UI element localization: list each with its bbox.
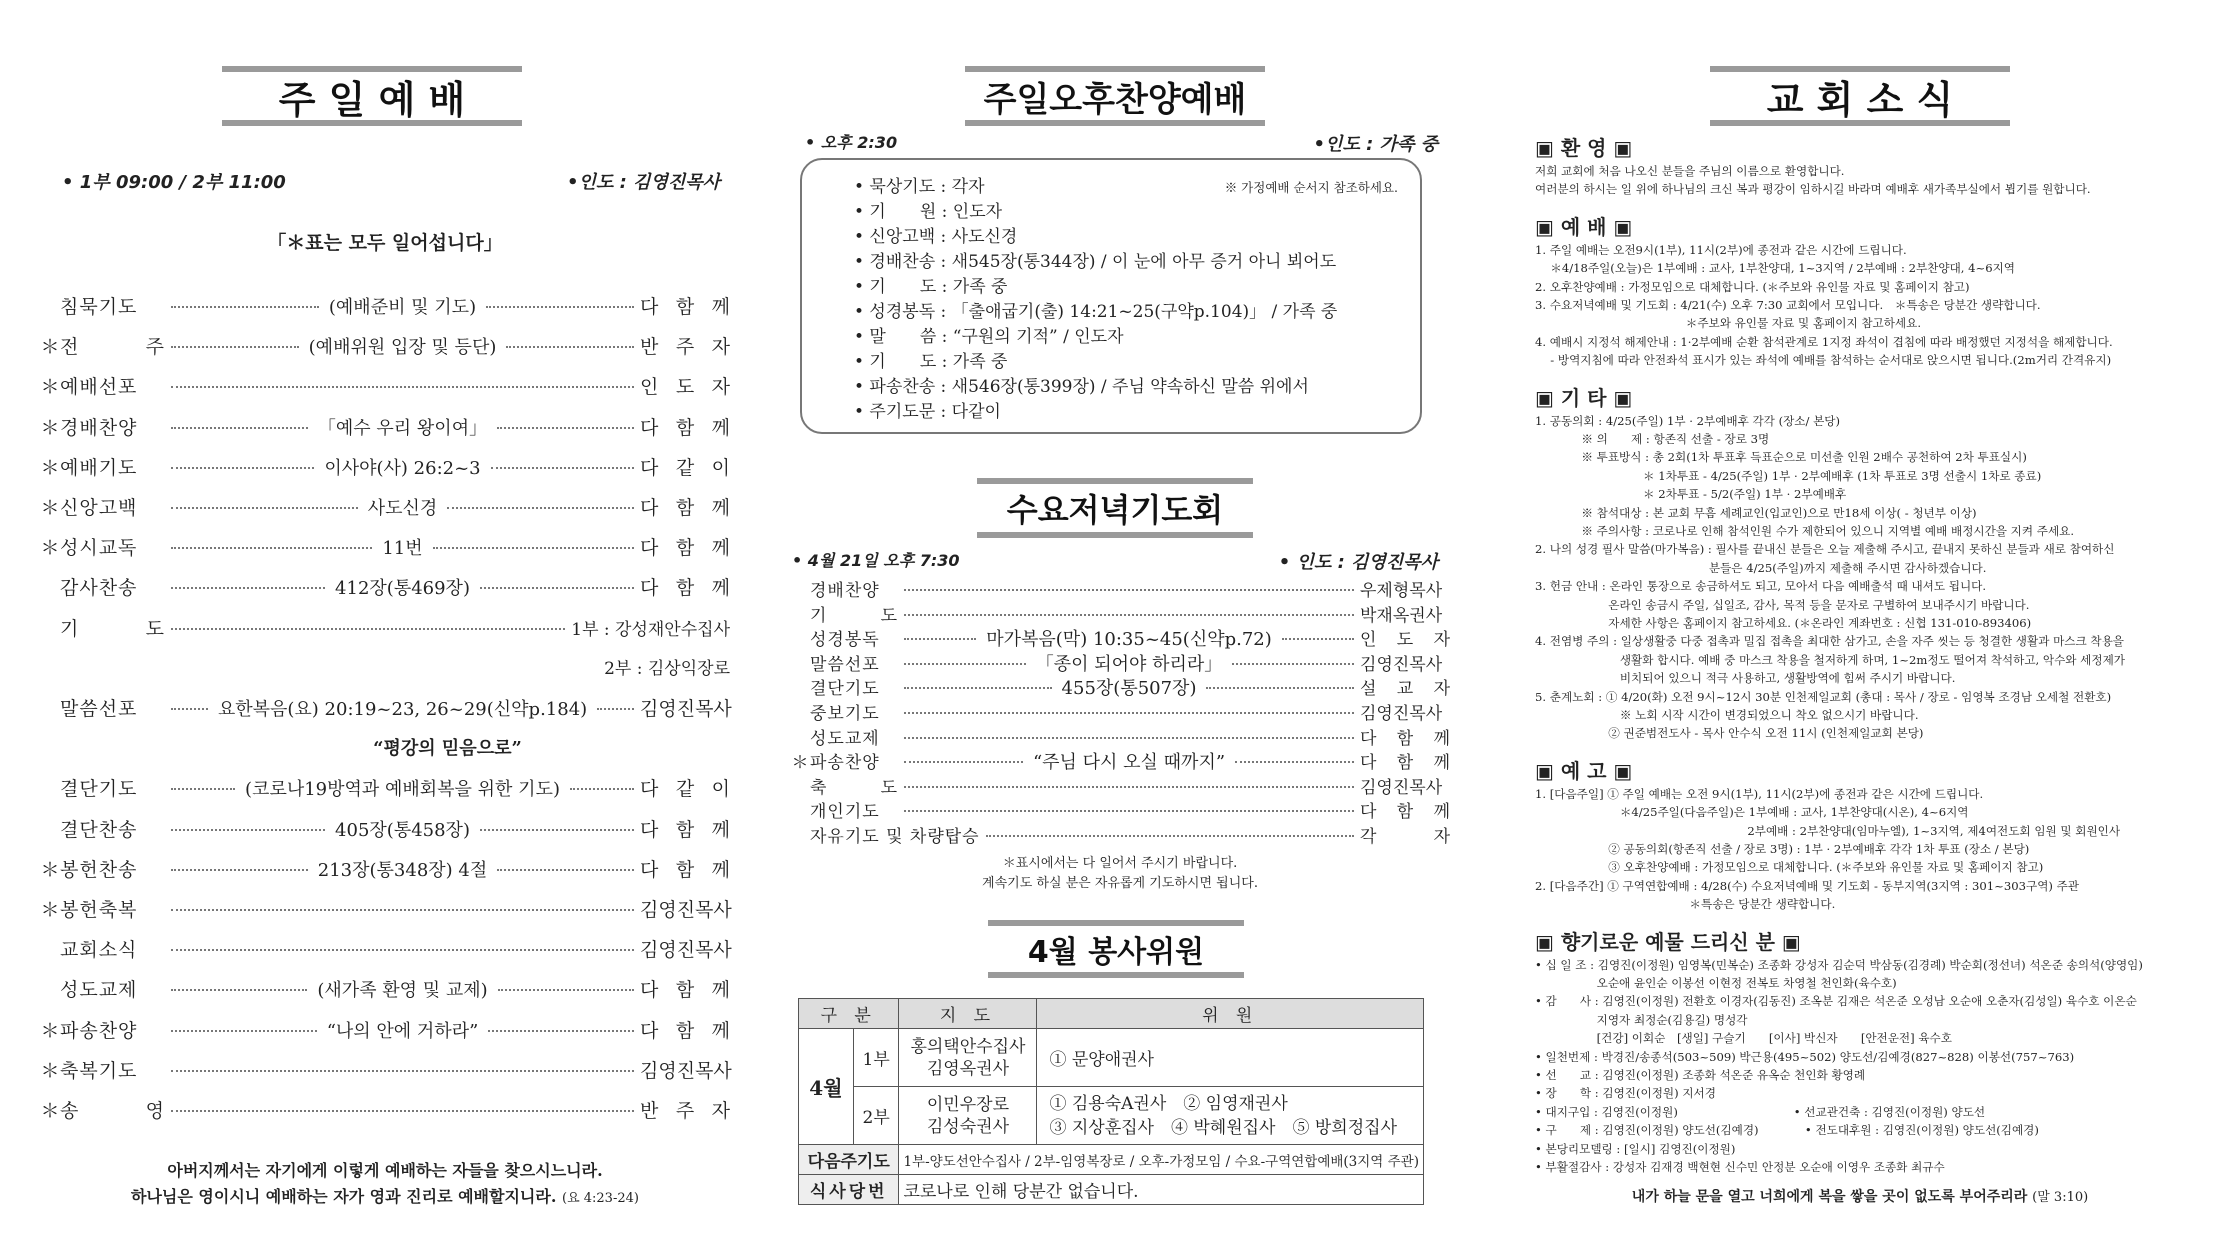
order-row xyxy=(40,774,730,804)
order-leader: 다 함 께 xyxy=(640,858,731,881)
verse-ref: (요 4:23-24) xyxy=(562,1191,639,1206)
stand-marker: ＊ xyxy=(40,858,60,881)
order-label: 송 영 xyxy=(60,1100,165,1122)
news-line: 1. [다음주일] ① 주일 예배는 오전 9시(1부), 11시(2부)에 종전과 같은 시간에 드립니다. xyxy=(1535,786,1984,801)
order-label: 예배기도 xyxy=(60,456,138,479)
leader-dots xyxy=(497,427,634,429)
member-line: ① 김용숙A권사 ② 임영재권사 xyxy=(1049,1093,1288,1114)
leader-dots xyxy=(1235,761,1354,763)
news-line: • 일천번제 : 박경진/송종석(503~509) 박근용(495~502) 양도선/김예경(827~828) 이봉선(757~763) xyxy=(1535,1049,2075,1064)
order-label: 말씀선포 xyxy=(60,698,138,720)
order-label: 성시교독 xyxy=(60,537,138,560)
wednesday-note-1: ＊표시에서는 다 일어서 주시기 바랍니다. xyxy=(1002,856,1238,871)
wednesday-time: • 4월 21일 오후 7:30 xyxy=(792,551,960,570)
footer-ref: (말 3:10) xyxy=(2032,1190,2089,1205)
leader-dots xyxy=(171,386,634,388)
order-leader: 다 함 께 xyxy=(640,577,731,600)
part1-members: ① 문양애권사 xyxy=(1037,1029,1424,1087)
stand-marker: ＊ xyxy=(40,456,60,479)
order-leader: 다 함 께 xyxy=(640,497,730,519)
stand-marker: ＊ xyxy=(40,537,60,560)
order-row xyxy=(790,822,1450,846)
news-line: 오순애 윤인순 이봉선 이현정 전복토 차영철 천인화(육수호) xyxy=(1535,976,1897,990)
order-row xyxy=(790,699,1450,723)
leader-dots xyxy=(171,427,308,429)
afternoon-order-item: • 기 원 : 인도자 xyxy=(854,202,1003,222)
afternoon-order-item: • 기 도 : 가족 중 xyxy=(854,352,1008,372)
next-prayer-value: 1부-양도선안수집사 / 2부-임영복장로 / 오후-가정모임 / 수요-구역연합예배(3지역 주관) xyxy=(899,1145,1424,1175)
order-label: 예배선포 xyxy=(60,376,138,399)
order-row xyxy=(40,654,730,684)
order-leader: 각 자 xyxy=(1360,827,1450,847)
leader-dots xyxy=(171,1110,634,1112)
news-line: 온라인 송금시 주일, 십일조, 감사, 목적 등을 문자로 구별하여 보내주시기 바랍니다. xyxy=(1535,597,2030,612)
order-label: 기 도 xyxy=(810,605,898,626)
meal-duty-label: 식사당번 xyxy=(799,1175,899,1205)
news-line: • 선 교 : 김영진(이정원) 조종화 석온준 유옥순 천인화 황영례 xyxy=(1535,1068,1866,1082)
news-section-heading: ▣ 환 영 ▣ xyxy=(1535,136,1633,160)
afternoon-order-item: • 파송찬송 : 새546장(통399장) / 주님 약속하신 말씀 위에서 xyxy=(854,377,1309,397)
leader-dots xyxy=(488,1030,634,1032)
leader-dots xyxy=(171,869,308,871)
order-row xyxy=(40,935,730,965)
afternoon-order-item: • 경배찬송 : 새545장(통344장) / 이 눈에 아무 증거 아니 뵈어도 xyxy=(854,252,1337,272)
leader-dots xyxy=(171,628,565,630)
news-line: • 대지구입 : 김영진(이정원) • 선교관건축 : 김영진(이정원) 양도선 xyxy=(1535,1104,1986,1119)
order-row xyxy=(40,614,730,644)
order-leader: 반 주 자 xyxy=(640,336,731,359)
leader-dots xyxy=(171,1030,317,1032)
church-news-title: 교 회 소 식 xyxy=(1710,66,2010,126)
news-line: 1. 주일 예배는 오전9시(1부), 11시(2부)에 종전과 같은 시간에 드립니다. xyxy=(1535,242,1907,257)
order-row xyxy=(40,372,730,402)
leader-dots xyxy=(171,467,314,469)
guide-name: 김영옥권사 xyxy=(926,1058,1009,1079)
order-row xyxy=(790,576,1450,600)
leader-dots xyxy=(570,788,634,790)
news-line: - 방역지침에 따라 안전좌석 표시가 있는 좌석에 예배를 참석하는 순서대로 앉으시면 됩니다.(2m거리 간격유지) xyxy=(1535,353,2112,368)
part2-members xyxy=(1037,1087,1424,1145)
order-detail: (예배준비 및 기도) xyxy=(328,297,477,318)
order-label: 파송찬양 xyxy=(60,1019,138,1042)
order-detail: 「예수 우리 왕이여」 xyxy=(317,417,488,439)
order-row xyxy=(40,1056,730,1086)
leader-dots xyxy=(1282,638,1354,640)
order-leader: 다 함 께 xyxy=(1360,753,1450,774)
order-row xyxy=(40,573,730,603)
news-line: ※ 의 제 : 항존직 선출 - 장로 3명 xyxy=(1535,432,1770,446)
news-line: • 본당리모델링 : [일시] 김영진(이정원) xyxy=(1535,1141,1736,1156)
news-line: 4. 전염병 주의 : 일상생활중 다중 접촉과 밀집 접촉을 최대한 삼가고, 손을 자주 씻는 등 청결한 생활과 마스크 착용을 xyxy=(1535,634,2124,649)
order-row xyxy=(40,413,730,443)
leader-dots xyxy=(171,587,325,589)
news-line: ② 권준범전도사 - 목사 안수식 오전 11시 (인천제일교회 본당) xyxy=(1535,726,1924,741)
news-line: ※ 노회 시작 시간이 변경되었으니 착오 없으시기 바랍니다. xyxy=(1535,708,1919,722)
leader-dots xyxy=(171,547,372,549)
order-leader: 박재옥권사 xyxy=(1360,605,1443,626)
order-leader: 인 도 자 xyxy=(640,376,730,399)
order-label: 축복기도 xyxy=(60,1059,138,1082)
order-label: 경배찬양 xyxy=(810,581,880,601)
order-leader: 다 함 께 xyxy=(640,818,731,841)
news-line: [건강] 이회순 [생일] 구슬기 [이사] 박신자 [안전운전] 육수호 xyxy=(1535,1031,1952,1046)
guide-name: 김성숙권사 xyxy=(926,1116,1009,1137)
service-times: • 1부 09:00 / 2부 11:00 xyxy=(62,172,286,193)
sunday-service-column xyxy=(40,0,730,1240)
news-line: ② 공동의회(항존직 선출 / 장로 3명) : 1부 · 2부예배후 각각 1차 투표 (장소 / 본당) xyxy=(1535,842,2030,856)
news-line: 2. 나의 성경 필사 말씀(마가복음) : 필사를 끝내신 분들은 오늘 제출해 주시고, 끝내지 못하신 분들과 새로 참여하신 xyxy=(1535,542,2115,557)
order-leader: 인 도 자 xyxy=(1360,630,1451,651)
order-row xyxy=(40,533,730,563)
news-line: 저희 교회에 처음 나오신 분들을 주님의 이름으로 환영합니다. xyxy=(1535,164,1845,178)
leader-dots xyxy=(498,989,634,991)
col-head-members: 위 원 xyxy=(1037,999,1424,1029)
col-head-division: 구 분 xyxy=(799,999,899,1029)
afternoon-leader: •인도 : 가족 중 xyxy=(1313,134,1438,155)
leader-dots xyxy=(171,507,358,509)
news-line: 5. 춘계노회 : ① 4/20(화) 오전 9시~12시 30분 인천제일교회 (총대 : 목사 / 장로 - 임영복 조경남 오세철 전환호) xyxy=(1535,689,2112,704)
footer-text: 내가 하늘 문을 열고 너희에게 복을 쌓을 곳이 없도록 부어주리라 xyxy=(1631,1189,2028,1205)
order-row xyxy=(790,625,1450,649)
leader-dots xyxy=(480,587,634,589)
order-row xyxy=(40,975,730,1005)
order-row xyxy=(790,724,1450,748)
order-row xyxy=(790,773,1450,797)
stand-marker: ＊ xyxy=(40,899,60,921)
leader-dots xyxy=(497,869,634,871)
news-line: 지영자 최정순(김용길) 명성각 xyxy=(1535,1012,1748,1027)
news-line: ※ 참석대상 : 본 교회 무흠 세례교인(입교인)으로 만18세 이상( - 청년부 이상) xyxy=(1535,505,1977,520)
order-label: 중보기도 xyxy=(810,704,880,724)
order-label: 성도교제 xyxy=(810,728,880,749)
order-detail: 412장(통469장) xyxy=(335,578,470,600)
leader-dots xyxy=(904,663,1026,665)
order-leader: 김영진목사 xyxy=(640,899,732,921)
news-section-heading: ▣ 향기로운 예물 드리신 분 ▣ xyxy=(1535,929,1801,954)
leader-dots xyxy=(486,306,634,308)
order-detail: “주님 다시 오실 때까지” xyxy=(1032,752,1226,774)
leader-dots xyxy=(904,687,1052,689)
afternoon-order-item: • 기 도 : 가족 중 xyxy=(854,277,1008,297)
order-leader: 다 같 이 xyxy=(640,778,730,801)
col-head-guide: 지 도 xyxy=(899,999,1037,1029)
next-prayer-label: 다음주기도 xyxy=(799,1145,899,1175)
order-label: 파송찬양 xyxy=(810,753,880,774)
service-leader: •인도 : 김영진목사 xyxy=(567,172,720,193)
leader-dots xyxy=(986,835,1354,837)
order-detail: 405장(통458장) xyxy=(335,819,470,841)
month-cell: 4월 xyxy=(799,1029,854,1145)
order-label: 전 주 xyxy=(60,336,165,359)
guide-name: 홍의택안수집사 xyxy=(910,1036,1026,1057)
news-line: 2. 오후찬양예배 : 가정모임으로 대체합니다. (＊주보와 유인물 자료 및 홈페이지 참고) xyxy=(1535,279,1970,294)
stand-marker: ＊ xyxy=(40,497,60,519)
news-line: 자세한 사항은 홈페이지 참고하세요. (＊온라인 계좌번호 : 신협 131-010-893406) xyxy=(1535,616,2032,630)
leader-dots xyxy=(171,949,634,951)
leader-dots xyxy=(171,829,325,831)
stand-marker: ＊ xyxy=(40,1059,60,1082)
order-row xyxy=(40,1096,730,1126)
order-row xyxy=(40,734,730,764)
leader-dots xyxy=(904,614,1354,616)
news-line: ＊주보와 유인물 자료 및 홈페이지 참고하세요. xyxy=(1535,316,1922,331)
order-row xyxy=(40,292,730,322)
part2-cell: 2부 xyxy=(853,1087,899,1145)
news-line: ＊4/25주일(다음주일)은 1부예배 : 교사, 1부찬양대(시온), 4~6지역 xyxy=(1535,805,1969,820)
afternoon-order-item: • 주기도문 : 다같이 xyxy=(854,402,1001,422)
leader-dots xyxy=(491,467,634,469)
leader-dots xyxy=(904,638,976,640)
order-row xyxy=(40,855,730,885)
leader-dots xyxy=(171,788,235,790)
stand-marker: ＊ xyxy=(40,336,60,359)
news-line: • 구 제 : 김영진(이정원) 양도선(김예경) • 전도대후원 : 김영진(이정원) 양도선(김예경) xyxy=(1535,1123,2039,1138)
order-detail: 「종이 되어야 하리라」 xyxy=(1035,653,1223,675)
order-row xyxy=(790,674,1450,698)
order-leader: 김영진목사 xyxy=(1360,777,1443,798)
order-label: 기 도 xyxy=(60,617,165,640)
afternoon-order-box xyxy=(800,158,1422,434)
afternoon-order-item: • 묵상기도 : 각자 xyxy=(854,177,985,197)
order-leader: 다 함 께 xyxy=(1360,728,1450,749)
volunteers-table xyxy=(798,998,1424,1205)
part1-cell: 1부 xyxy=(853,1029,899,1087)
leader-dots xyxy=(597,708,634,710)
order-leader: 다 함 께 xyxy=(640,416,731,439)
news-section-heading: ▣ 예 고 ▣ xyxy=(1535,758,1633,783)
order-row xyxy=(40,1016,730,1046)
volunteers-title: 4월 봉사위원 xyxy=(988,920,1244,978)
news-line: ※ 주의사항 : 코로나로 인해 참석인원 수가 제한되어 있으니 지역별 예배 배정시간을 지켜 주세요. xyxy=(1535,524,2075,538)
news-line: • 장 학 : 김영진(이정원) 지서경 xyxy=(1535,1086,1716,1101)
order-leader: 김영진목사 xyxy=(640,939,732,962)
news-line: ＊ 1차투표 - 4/25(주일) 1부 · 2부예배후 (1차 투표로 3명 선출시 1차로 종료) xyxy=(1535,468,2042,483)
order-leader: 설 교 자 xyxy=(1360,679,1451,700)
leader-dots xyxy=(171,708,208,710)
order-detail: 213장(통348장) 4절 xyxy=(317,859,488,881)
order-label: 성경봉독 xyxy=(810,630,880,651)
order-label: 개인기도 xyxy=(810,802,880,823)
order-row xyxy=(790,748,1450,772)
guide-name: 이민우장로 xyxy=(926,1094,1009,1115)
verse-line-2 xyxy=(40,1184,730,1207)
order-row xyxy=(40,332,730,362)
stand-marker: ＊ xyxy=(40,416,60,439)
order-label: 자유기도 및 차량탑승 xyxy=(810,827,980,847)
news-line: 2. [다음주간] ① 구역연합예배 : 4/28(수) 수요저녁예배 및 기도회 - 동부지역(3지역 : 301~303구역) 주관 xyxy=(1535,878,2080,893)
verse-text: 하나님은 영이시니 예배하는 자가 영과 진리로 예배할지니라. xyxy=(131,1187,557,1206)
news-line: 3. 수요저녁예배 및 기도회 : 4/21(수) 오후 7:30 교회에서 모입니다. ＊특송은 당분간 생략합니다. xyxy=(1535,298,2041,312)
news-line: 2부예배 : 2부찬양대(임마누엘), 1~3지역, 제4여전도회 임원 및 회원인사 xyxy=(1535,823,2121,838)
member-line: ③ 지상훈집사 ④ 박혜원집사 ⑤ 방희정집사 xyxy=(1049,1117,1397,1138)
order-detail: (코로나19방역과 예배회복을 위한 기도) xyxy=(245,779,560,801)
leader-dots xyxy=(171,909,634,911)
order-detail: 11번 xyxy=(382,538,423,560)
order-label: 교회소식 xyxy=(60,939,138,962)
order-row xyxy=(790,601,1450,625)
leader-dots xyxy=(904,761,1023,763)
order-label: 결단기도 xyxy=(810,679,880,700)
news-section-heading: ▣ 예 배 ▣ xyxy=(1535,214,1633,239)
sunday-service-title: 주 일 예 배 xyxy=(222,66,522,126)
news-line: ＊ 2차투표 - 5/2(주일) 1부 · 2부예배후 xyxy=(1535,487,1847,502)
order-row xyxy=(790,797,1450,821)
order-label: 결단찬송 xyxy=(60,818,138,841)
afternoon-time: • 오후 2:30 xyxy=(805,133,898,152)
order-leader: 김영진목사 xyxy=(640,698,732,720)
order-detail: 사도신경 xyxy=(367,498,438,519)
news-line: 4. 예배시 지정석 해제안내 : 1·2부예배 순환 참석관계로 1지정 좌석이 겹침에 따라 배정했던 지정석을 해제합니다. xyxy=(1535,334,2113,349)
stand-marker: ＊ xyxy=(791,753,809,774)
order-leader: 김영진목사 xyxy=(1360,704,1443,724)
news-line: ＊4/18주일(오늘)은 1부예배 : 교사, 1부찬양대, 1~3지역 / 2부예배 : 2부찬양대, 4~6지역 xyxy=(1535,261,2016,276)
footer-verse xyxy=(1535,1186,2185,1206)
news-section-heading: ▣ 기 타 ▣ xyxy=(1535,385,1633,410)
leader-dots xyxy=(904,786,1354,788)
leader-dots xyxy=(904,737,1354,739)
news-line: 3. 헌금 안내 : 온라인 통장으로 송금하셔도 되고, 모아서 다음 예배출석 때 내셔도 됩니다. xyxy=(1535,579,1987,594)
afternoon-order-item: • 성경봉독 : 「출애굽기(출) 14:21~25(구약p.104)」 / 가족 중 xyxy=(854,302,1338,322)
order-leader: 다 함 께 xyxy=(640,537,731,560)
order-label: 침묵기도 xyxy=(60,296,138,318)
order-leader: 우제형목사 xyxy=(1360,581,1443,601)
news-line: ＊특송은 당분간 생략합니다. xyxy=(1535,897,1836,912)
order-leader: 김영진목사 xyxy=(640,1059,732,1082)
afternoon-column xyxy=(790,0,1450,1240)
order-detail: (새가족 환영 및 교제) xyxy=(317,980,488,1002)
leader-dots xyxy=(1206,687,1354,689)
order-leader: 다 함 께 xyxy=(1360,802,1450,823)
order-leader: 다 함 께 xyxy=(640,1019,731,1042)
order-row xyxy=(40,493,730,523)
leader-dots xyxy=(904,589,1354,591)
leader-dots xyxy=(1232,663,1354,665)
order-row xyxy=(790,650,1450,674)
order-label: 신앙고백 xyxy=(60,497,138,519)
order-leader: 1부 : 강성재안수집사 xyxy=(571,619,730,640)
verse-line-1: 아버지께서는 자기에게 이렇게 예배하는 자들을 찾으시느니라. xyxy=(167,1161,603,1180)
news-line: 1. 공동의회 : 4/25(주일) 1부 · 2부예배후 각각 (장소/ 본당) xyxy=(1535,413,1841,428)
news-line: 비치되어 있으니 적극 사용하고, 생활방역에 힘써 주시기 바랍니다. xyxy=(1535,671,1956,686)
order-label: 경배찬양 xyxy=(60,416,138,439)
leader-dots xyxy=(171,346,299,348)
order-leader: 다 함 께 xyxy=(640,296,730,318)
afternoon-service-title: 주일오후찬양예배 xyxy=(965,66,1265,126)
leader-dots xyxy=(171,306,319,308)
part2-guide xyxy=(899,1087,1037,1145)
order-row xyxy=(40,694,730,724)
order-leader: 반 주 자 xyxy=(640,1100,730,1122)
leader-dots xyxy=(433,547,634,549)
order-label: 축 도 xyxy=(810,777,898,798)
leader-dots xyxy=(904,712,1354,714)
standing-note: 「＊표는 모두 일어섭니다」 xyxy=(267,232,503,254)
stand-marker: ＊ xyxy=(40,1100,60,1122)
order-row xyxy=(40,453,730,483)
order-detail: 마가복음(막) 10:35~45(신약p.72) xyxy=(986,629,1272,651)
order-leader: 다 같 이 xyxy=(640,456,730,479)
order-detail: “나의 안에 거하라” xyxy=(326,1020,479,1042)
news-line: • 부활절감사 : 강성자 김재경 백현현 신수민 안정분 오순애 이영우 조종화 최규수 xyxy=(1535,1160,1945,1174)
order-leader: 김영진목사 xyxy=(1360,654,1443,675)
church-news-column xyxy=(1535,0,2185,1240)
sermon-title: “평강의 믿음으로” xyxy=(373,738,522,760)
wednesday-title: 수요저녁기도회 xyxy=(977,478,1253,538)
stand-marker: ＊ xyxy=(40,376,60,399)
order-detail: 455장(통507장) xyxy=(1061,678,1197,700)
family-worship-note: ※ 가정예배 순서지 참조하세요. xyxy=(1224,180,1398,195)
order-detail: (예배위원 입장 및 등단) xyxy=(308,337,497,359)
afternoon-order-item: • 신앙고백 : 사도신경 xyxy=(854,227,1018,247)
news-line: • 감 사 : 김영진(이정원) 전환호 이경자(김동진) 조옥분 김재은 석온준 오성남 오순애 오춘자(김성일) 육수호 이온순 xyxy=(1535,994,2137,1009)
wednesday-note-2: 계속기도 하실 분은 자유롭게 기도하시면 됩니다. xyxy=(982,876,1258,891)
order-row xyxy=(40,895,730,925)
news-line: ③ 오후찬양예배 : 가정모임으로 대체합니다. (＊주보와 유인물 자료 및 홈페이지 참고) xyxy=(1535,860,2044,875)
order-detail: 요한복음(요) 20:19~23, 26~29(신약p.184) xyxy=(217,699,588,720)
order-label: 결단기도 xyxy=(60,778,138,801)
leader-dots xyxy=(171,1070,634,1072)
order-detail: 이사야(사) 26:2~3 xyxy=(324,457,481,479)
order-label: 봉헌축복 xyxy=(60,899,138,921)
order-leader: 2부 : 김상익장로 xyxy=(604,658,730,679)
part1-guide xyxy=(899,1029,1037,1087)
leader-dots xyxy=(480,829,634,831)
meal-duty-value: 코로나로 인해 당분간 없습니다. xyxy=(899,1175,1424,1205)
leader-dots xyxy=(447,507,634,509)
order-label: 감사찬송 xyxy=(60,577,138,600)
order-leader: 다 함 께 xyxy=(640,979,731,1002)
wednesday-leader: • 인도 : 김영진목사 xyxy=(1278,552,1438,573)
news-line: 생활화 합시다. 예배 중 마스크 착용을 철저하게 하며, 1~2m정도 떨어져 착석하고, 악수와 세정제가 xyxy=(1535,652,2125,667)
news-line: 분들은 4/25(주일)까지 제출해 주시면 감사하겠습니다. xyxy=(1535,560,1987,575)
leader-dots xyxy=(904,810,1354,812)
leader-dots xyxy=(171,989,307,991)
news-line: • 십 일 조 : 김영진(이정원) 임영복(민복순) 조종화 강성자 김순덕 박삼동(김경례) 박순회(정선녀) 석온준 송의석(양영임) xyxy=(1535,957,2143,972)
order-label: 성도교제 xyxy=(60,979,138,1002)
order-label: 봉헌찬송 xyxy=(60,858,138,881)
stand-marker: ＊ xyxy=(40,1019,60,1042)
order-label: 말씀선포 xyxy=(810,654,880,675)
afternoon-order-item: • 말 씀 : “구원의 기적” / 인도자 xyxy=(854,327,1124,347)
leader-dots xyxy=(506,346,634,348)
news-line: 여러분의 하시는 일 위에 하나님의 크신 복과 평강이 임하시길 바라며 예배후 새가족부실에서 뵙기를 원합니다. xyxy=(1535,182,2091,197)
order-row xyxy=(40,815,730,845)
news-line: ※ 투표방식 : 총 2회(1차 투표후 득표순으로 미선출 인원 2배수 공천하여 2차 투표실시) xyxy=(1535,450,2027,465)
